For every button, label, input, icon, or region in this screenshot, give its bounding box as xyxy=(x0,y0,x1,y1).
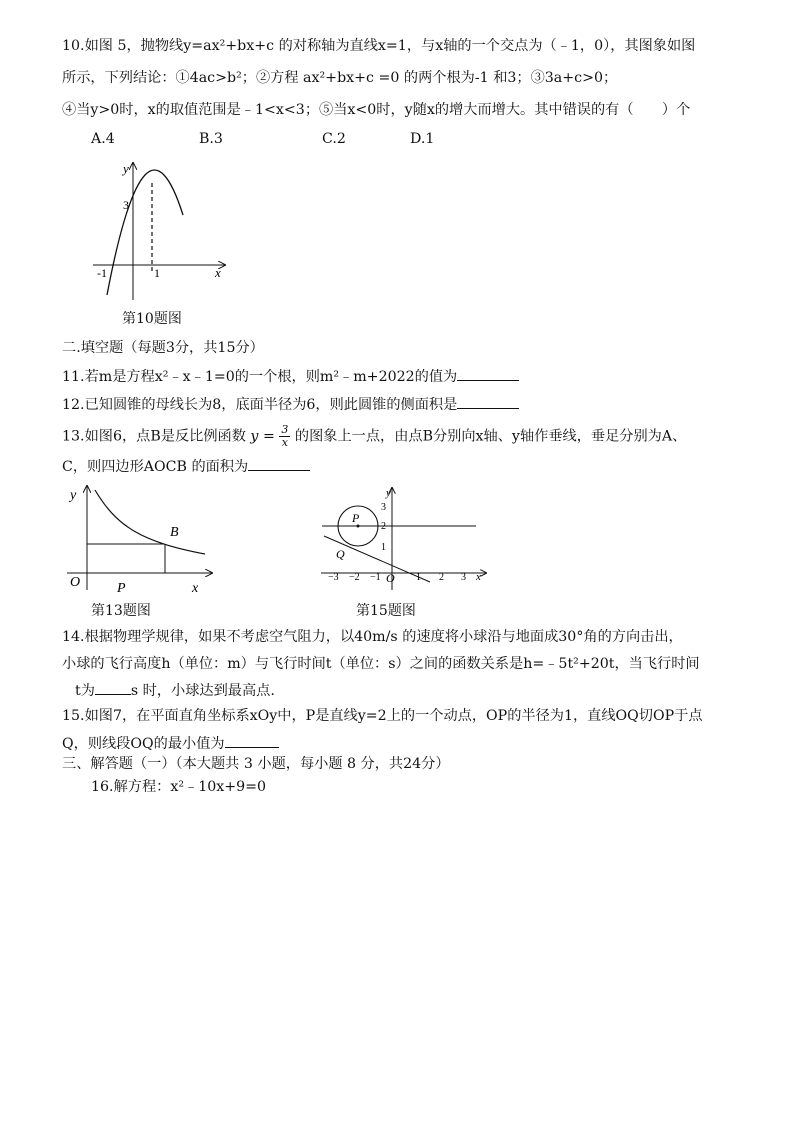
section3-heading: 三、解答题（一）（本大题共 3 小题，每小题 8 分，共24分） xyxy=(62,756,450,772)
q13-denominator: x xyxy=(281,436,288,449)
q10-x-label: x xyxy=(215,265,221,280)
q13-numerator: 3 xyxy=(281,423,289,436)
q10-tick-1: 1 xyxy=(154,266,160,280)
q13-part2: 的图象上一点，由点B分别向x轴、y轴作垂线，垂足分别为A、 xyxy=(294,428,687,445)
q13-line2-text: C，则四边形AOCB 的面积为 xyxy=(62,459,249,475)
q13-line2 xyxy=(62,456,310,477)
q10-caption: 第10题图 xyxy=(122,311,182,327)
q13-line1 xyxy=(62,424,686,449)
q15-ytick-3: 3 xyxy=(381,502,386,513)
q14-line3 xyxy=(75,680,275,701)
q13-x-label: x xyxy=(192,581,199,596)
q11-stem: 11.若m是方程x²﹣x﹣1=0的一个根，则m²﹣m+2022的值为 xyxy=(62,369,458,385)
q15-line2 xyxy=(62,733,279,754)
q10-tick-neg1: -1 xyxy=(97,266,107,280)
q15-circle-figure xyxy=(316,482,492,597)
q15-point-q-label: Q xyxy=(336,547,345,561)
q13-fraction xyxy=(279,424,290,449)
q15-xtick-1: 1 xyxy=(416,572,421,583)
q13-function-lhs: y = xyxy=(250,428,275,445)
q13-hyperbola-figure xyxy=(62,482,222,597)
q15-xtick-neg3: −3 xyxy=(328,572,339,583)
q15-ytick-1: 1 xyxy=(381,542,386,553)
q10-parabola-figure xyxy=(85,155,245,305)
q12-blank xyxy=(457,394,519,409)
q14-blank xyxy=(95,680,131,695)
q14-line3-start: t为 xyxy=(75,683,95,699)
q13-caption: 第13题图 xyxy=(91,603,151,619)
q15-y-label: y xyxy=(386,487,391,499)
q13-point-p-label: P xyxy=(117,581,126,596)
q14-line1: 14.根据物理学规律，如果不考虑空气阻力，以40m/s 的速度将小球沿与地面成30°角的方向击出， xyxy=(62,629,683,645)
q13-y-label: y xyxy=(70,488,77,503)
q11-text xyxy=(62,366,519,387)
q11-blank xyxy=(457,366,519,381)
q10-tick-3: 3 xyxy=(123,198,129,212)
q15-origin-label: O xyxy=(386,571,395,585)
q16-text: 16.解方程：x²﹣10x+9=0 xyxy=(91,779,267,795)
q10-option-b: B.3 xyxy=(199,131,223,147)
q13-part1: 13.如图6，点B是反比例函数 xyxy=(62,428,246,445)
section2-heading: 二.填空题（每题3分，共15分） xyxy=(62,340,264,356)
q15-blank xyxy=(225,733,279,748)
q13-origin-label: O xyxy=(70,575,81,590)
q13-blank xyxy=(248,456,310,471)
q15-xtick-neg1: −1 xyxy=(370,572,381,583)
q10-parabola-curve xyxy=(107,170,183,295)
q13-point-b-label: B xyxy=(170,525,179,540)
q15-line1: 15.如图7，在平面直角坐标系xOy中，P是直线y=2上的一个动点，OP的半径为1，直线OQ切OP于点 xyxy=(62,708,703,724)
q15-xtick-3: 3 xyxy=(461,572,466,583)
q10-line3: ④当y>0时，x的取值范围是﹣1<x<3；⑤当x<0时，y随x的增大而增大。其中错误的有（ ）个 xyxy=(62,102,691,118)
q12-text xyxy=(62,394,519,415)
q14-line3-end: s 时，小球达到最高点. xyxy=(130,683,275,699)
q10-option-c: C.2 xyxy=(322,131,346,147)
q15-x-label: x xyxy=(476,571,481,583)
q15-line2-text: Q，则线段OQ的最小值为 xyxy=(62,736,225,752)
q15-xtick-2: 2 xyxy=(439,572,444,583)
q10-line2: 所示，下列结论：①4ac>b²；②方程 ax²+bx+c =0 的两个根为-1 和3；③3a+c>0； xyxy=(62,70,618,86)
q15-ytick-2: 2 xyxy=(381,521,386,532)
q10-y-label: y xyxy=(123,161,129,176)
q10-option-a: A.4 xyxy=(91,131,115,147)
q10-line1: 10.如图 5，抛物线y=ax²+bx+c 的对称轴为直线x=1，与x轴的一个交点为（﹣1，0），其图象如图 xyxy=(62,38,696,54)
q12-stem: 12.已知圆锥的母线长为8，底面半径为6，则此圆锥的侧面积是 xyxy=(62,397,458,413)
q14-line2: 小球的飞行高度h（单位：m）与飞行时间t（单位：s）之间的函数关系是h=﹣5t²+20t，当飞行时间 xyxy=(62,656,700,672)
q10-option-d: D.1 xyxy=(410,131,435,147)
q15-xtick-neg2: −2 xyxy=(349,572,360,583)
q15-caption: 第15题图 xyxy=(356,603,416,619)
q15-point-p-label: P xyxy=(352,511,360,525)
